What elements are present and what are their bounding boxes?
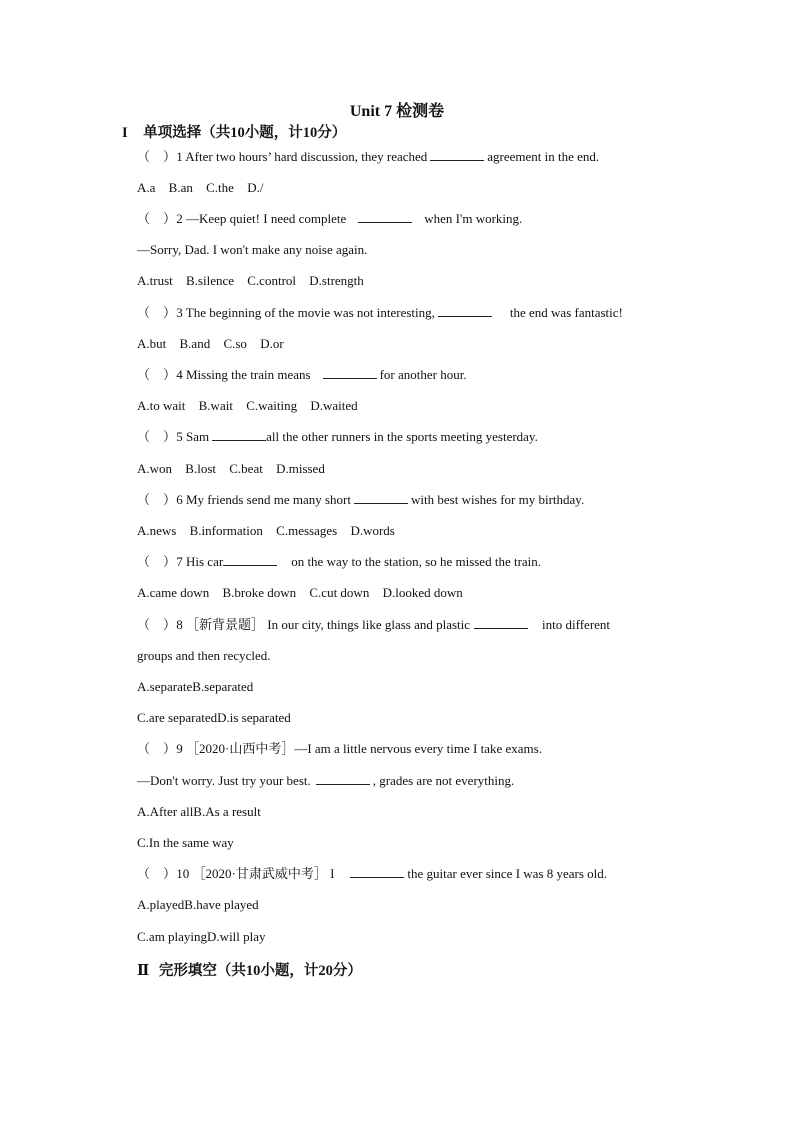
answer-blank [316, 773, 370, 785]
answer-paren[interactable]: （ ） [137, 211, 177, 226]
question-1-stem: （ ） 1 After two hours’ hard discussion, they reached agreement in the end. [137, 149, 600, 164]
question-1-options [137, 179, 682, 197]
option-d[interactable]: D.looked down [382, 585, 463, 600]
question-2-options [137, 272, 682, 290]
answer-paren[interactable]: （ ） [137, 492, 177, 507]
option-d[interactable]: D.waited [310, 398, 358, 413]
option-c[interactable]: C.so [223, 336, 247, 351]
option-d[interactable]: D./ [247, 180, 264, 195]
answer-blank [474, 617, 528, 629]
option-c[interactable]: C.cut down [309, 585, 370, 600]
section-1-heading [122, 121, 346, 142]
option-b[interactable]: B.silence [186, 273, 235, 288]
question-5-stem: （ ） 5 Sam all the other runners in the sports meeting yesterday. [137, 429, 538, 444]
question-10-options-row-2[interactable]: C.am playingD.will play [137, 929, 266, 944]
option-a[interactable]: A.but [137, 336, 167, 351]
option-a[interactable]: A.to wait [137, 398, 186, 413]
page-title: Unit 7 检测卷 [349, 103, 445, 120]
answer-blank [354, 492, 408, 504]
question-10-stem: （ ） 10 ［2020·甘肃武威中考］ I the guitar ever since I was 8 years old. [137, 866, 608, 881]
question-7-options [137, 584, 682, 602]
question-3-options [137, 335, 682, 353]
answer-paren[interactable]: （ ） [137, 554, 177, 569]
question-10-options-row-1[interactable]: A.playedB.have played [137, 897, 259, 912]
option-a[interactable]: A.news [137, 523, 177, 538]
option-a[interactable]: A.trust [137, 273, 173, 288]
question-4-stem: （ ） 4 Missing the train means for another hour. [137, 367, 467, 382]
answer-blank [350, 866, 404, 878]
answer-paren[interactable]: （ ） [137, 367, 177, 382]
question-8-options-row-2[interactable]: C.are separatedD.is separated [137, 710, 291, 725]
section-2-numeral: Ⅱ [137, 963, 150, 979]
question-9-reply: —Don't worry. Just try your best. , grades are not everything. [137, 773, 515, 788]
answer-blank [323, 367, 377, 379]
answer-blank [438, 305, 492, 317]
option-b[interactable]: B.and [179, 336, 211, 351]
option-c[interactable]: C.beat [229, 461, 263, 476]
option-c[interactable]: C.control [247, 273, 297, 288]
section-2-title: 完形填空（共10小题，计20分） [158, 963, 362, 979]
option-d[interactable]: D.missed [276, 461, 325, 476]
answer-paren[interactable]: （ ） [137, 617, 177, 632]
option-d[interactable]: D.words [350, 523, 395, 538]
section-2-heading [137, 959, 362, 980]
option-b[interactable]: B.wait [198, 398, 233, 413]
question-3-stem: （ ） 3 The beginning of the movie was not interesting, the end was fantastic! [137, 305, 623, 320]
option-b[interactable]: B.lost [185, 461, 216, 476]
option-c[interactable]: C.the [206, 180, 234, 195]
question-9-options-row-1[interactable]: A.After allB.As a result [137, 804, 261, 819]
option-a[interactable]: A.came down [137, 585, 210, 600]
question-6-options [137, 522, 682, 540]
option-a[interactable]: A.a [137, 180, 156, 195]
question-9-options-row-2[interactable]: C.In the same way [137, 835, 234, 850]
answer-paren[interactable]: （ ） [137, 149, 177, 164]
section-1-title: 单项选择（共10小题，计10分） [143, 125, 347, 141]
option-d[interactable]: D.or [260, 336, 284, 351]
answer-blank [358, 211, 412, 223]
option-a[interactable]: A.won [137, 461, 173, 476]
answer-blank [223, 554, 277, 566]
question-7-stem: （ ） 7 His car on the way to the station, so he missed the train. [137, 554, 542, 569]
answer-paren[interactable]: （ ） [137, 429, 177, 444]
answer-blank [430, 149, 484, 161]
option-d[interactable]: D.strength [309, 273, 364, 288]
section-1-numeral: I [122, 125, 128, 141]
option-c[interactable]: C.waiting [246, 398, 298, 413]
answer-blank [212, 429, 266, 441]
answer-paren[interactable]: （ ） [137, 305, 177, 320]
question-2-reply: —Sorry, Dad. I won't make any noise again. [137, 242, 368, 257]
question-6-stem: （ ） 6 My friends send me many short with best wishes for my birthday. [137, 492, 585, 507]
question-9-stem: （ ） 9 ［2020·山西中考］—I am a little nervous every time I take exams. [137, 741, 542, 756]
option-c[interactable]: C.messages [276, 523, 338, 538]
question-8-stem: （ ） 8 ［新背景题］ In our city, things like glass and plastic into different [137, 617, 611, 632]
answer-paren[interactable]: （ ） [137, 866, 177, 881]
question-5-options [137, 460, 682, 478]
option-b[interactable]: B.an [168, 180, 193, 195]
question-8-continuation: groups and then recycled. [137, 648, 271, 663]
option-b[interactable]: B.information [189, 523, 263, 538]
question-8-options-row-1[interactable]: A.separateB.separated [137, 679, 254, 694]
question-2-stem: （ ） 2 —Keep quiet! I need complete when I'm working. [137, 211, 523, 226]
question-4-options [137, 397, 682, 415]
option-b[interactable]: B.broke down [222, 585, 297, 600]
answer-paren[interactable]: （ ） [137, 741, 177, 756]
